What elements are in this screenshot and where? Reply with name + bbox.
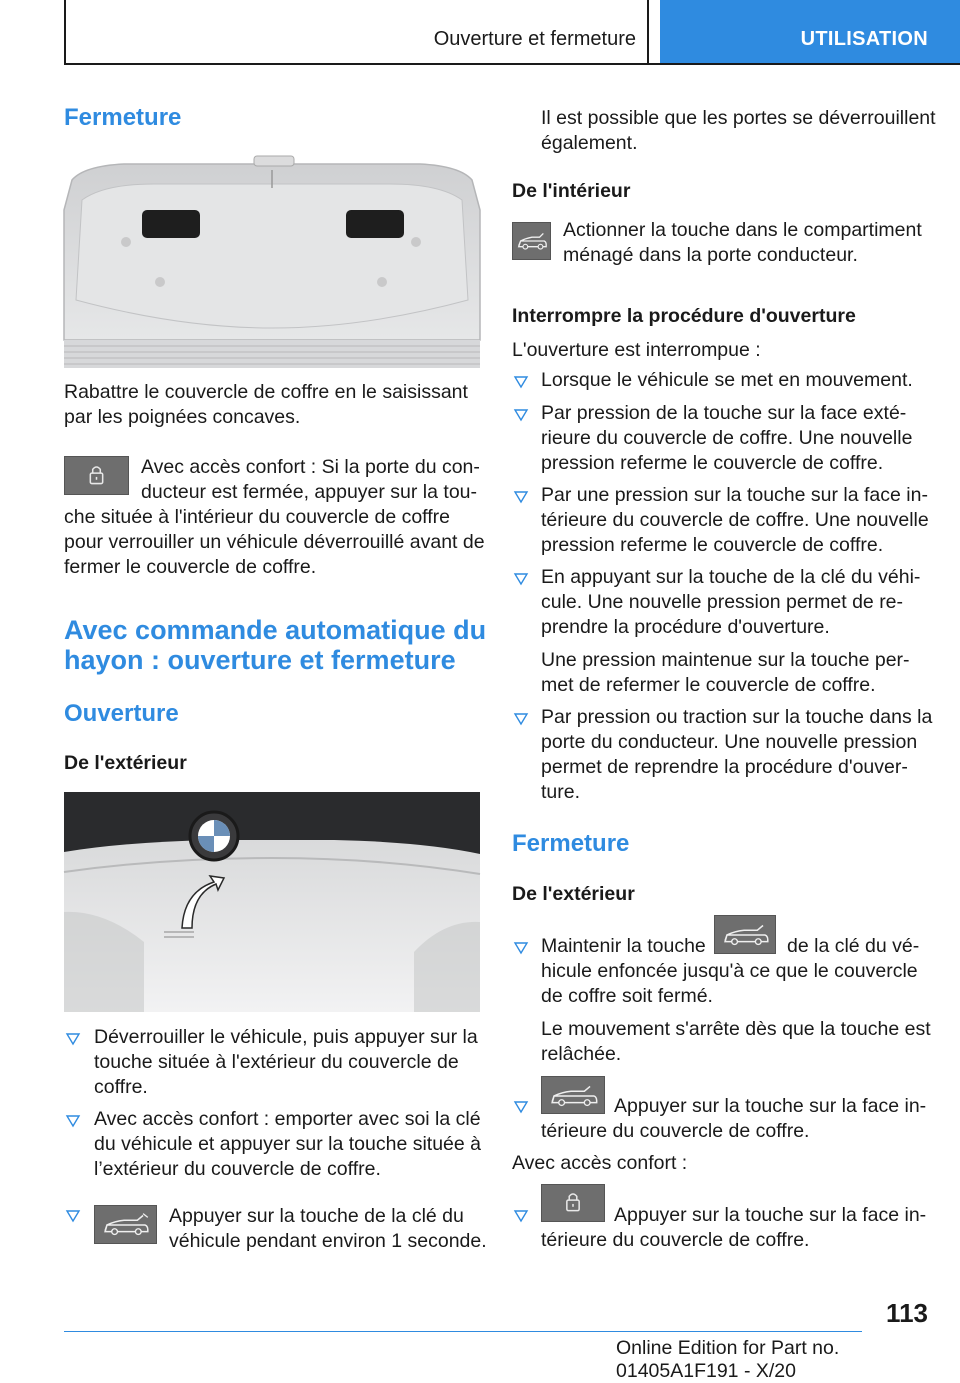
right-r5-l2: porte du conducteur. Une nouvelle pression <box>541 731 918 753</box>
left-bullet2-l1: Avec accès confort : emporter avec soi la clé <box>94 1108 481 1130</box>
right-f1-l2: hicule enfoncée jusqu'à ce que le couvercle <box>541 960 918 982</box>
bullet-triangle-icon <box>514 375 528 389</box>
bullet-triangle-icon <box>66 1032 80 1046</box>
bullet-triangle-icon <box>514 941 528 955</box>
footer-rule <box>64 1331 862 1332</box>
bullet-triangle-icon <box>514 712 528 726</box>
footer-edition: Online Edition for Part no. 01405A1F191 - X/20 <box>616 1337 840 1382</box>
bullet-triangle-icon <box>66 1114 80 1128</box>
bmw-emblem-button-photo <box>64 792 480 1012</box>
right-r4-l1: En appuyant sur la touche de la clé du véhi‐ <box>541 566 921 588</box>
right-r5-l4: ture. <box>541 781 581 803</box>
right-cont-l1: Il est possible que les portes se déverrouillent <box>541 107 936 129</box>
right-r1: Lorsque le véhicule se met en mouvement. <box>541 369 913 391</box>
right-r3-l2: térieure du couvercle de coffre. Une nouvelle <box>541 509 929 531</box>
heading-commande-auto-1: Avec commande automatique du <box>64 615 487 645</box>
right-int-l1: Actionner la touche dans le compartiment <box>563 219 922 241</box>
right-f1-sub-l2: relâchée. <box>541 1043 622 1065</box>
note-line-4: pour verrouiller un véhicule déverrouillé avant de <box>64 531 485 553</box>
bullet-triangle-icon <box>514 572 528 586</box>
right-f1-a: Maintenir la touche <box>541 935 706 957</box>
right-r5-l1: Par pression ou traction sur la touche dans la <box>541 706 933 728</box>
left-bullet1-l3: coffre. <box>94 1076 148 1098</box>
trunk-lid-interior-photo <box>64 150 480 368</box>
left-bullet1-l1: Déverrouiller le véhicule, puis appuyer sur la <box>94 1026 478 1048</box>
para-rabattre-2: par les poignées concaves. <box>64 406 301 428</box>
chapter-tab[interactable] <box>660 0 960 63</box>
left-bullet3-l1: Appuyer sur la touche de la clé du <box>169 1205 464 1227</box>
bullet-triangle-icon <box>514 1100 528 1114</box>
bullet-triangle-icon <box>514 490 528 504</box>
para-rabattre-1: Rabattre le couvercle de coffre en le saisissant <box>64 381 468 403</box>
heading-fermeture-right: Fermeture <box>512 830 630 857</box>
note-line-5: fermer le couvercle de coffre. <box>64 556 317 578</box>
tailgate-button-icon <box>541 1076 605 1114</box>
heading-commande-auto-2: hayon : ouverture et fermeture <box>64 645 456 675</box>
right-r3-l1: Par une pression sur la touche sur la face in‐ <box>541 484 928 506</box>
header-mid-rule <box>647 0 649 65</box>
right-r4-l3: prendre la procédure d'ouverture. <box>541 616 830 638</box>
right-f1-l3: de coffre soit fermé. <box>541 985 713 1007</box>
chapter-tab-label: UTILISATION <box>800 28 928 50</box>
tailgate-key-icon <box>94 1205 157 1244</box>
heading-fermeture: Fermeture <box>64 104 182 131</box>
heading-de-interieur: De l'intérieur <box>512 180 631 202</box>
right-int-l2: ménagé dans la porte conducteur. <box>563 244 858 266</box>
header-bottom-rule <box>64 63 960 65</box>
right-acces-confort: Avec accès confort : <box>512 1152 688 1174</box>
right-f3-a: Appuyer sur la touche sur la face in‐ <box>614 1204 927 1226</box>
heading-de-exterieur-left: De l'extérieur <box>64 752 187 774</box>
right-r4-sub-l2: met de refermer le couvercle de coffre. <box>541 674 876 696</box>
section-title: Ouverture et fermeture <box>433 28 636 50</box>
right-f2-l2: térieure du couvercle de coffre. <box>541 1120 810 1142</box>
right-r4-sub-l1: Une pression maintenue sur la touche per‐ <box>541 649 910 671</box>
note-line-1: Avec accès confort : Si la porte du con‐ <box>141 456 480 478</box>
note-line-3: che située à l'intérieur du couvercle de coffre <box>64 506 451 528</box>
left-bullet3-l2: véhicule pendant environ 1 seconde. <box>169 1230 487 1252</box>
lock-button-icon <box>541 1184 605 1222</box>
right-r2-l3: pression referme le couvercle de coffre. <box>541 452 884 474</box>
bullet-triangle-icon <box>514 408 528 422</box>
right-r3-l3: pression referme le couvercle de coffre. <box>541 534 884 556</box>
tailgate-key-icon <box>714 915 776 954</box>
heading-ouverture: Ouverture <box>64 700 179 727</box>
right-cont-l2: également. <box>541 132 638 154</box>
bullet-triangle-icon <box>514 1209 528 1223</box>
right-f1-b: de la clé du vé‐ <box>787 935 920 957</box>
lock-key-icon <box>64 456 129 495</box>
page-number: 113 <box>886 1298 928 1328</box>
heading-de-exterieur-right: De l'extérieur <box>512 883 635 905</box>
tailgate-button-icon <box>512 222 551 260</box>
left-bullet2-l2: du véhicule et appuyer sur la touche située à <box>94 1133 482 1155</box>
right-r5-l3: permet de reprendre la procédure d'ouver‐ <box>541 756 908 778</box>
left-bullet1-l2: touche située à l'extérieur du couvercle de <box>94 1051 459 1073</box>
bullet-triangle-icon <box>66 1209 80 1223</box>
right-r2-l1: Par pression de la touche sur la face exté‐ <box>541 402 907 424</box>
right-f2-a: Appuyer sur la touche sur la face in‐ <box>614 1095 927 1117</box>
right-f1-sub-l1: Le mouvement s'arrête dès que la touche est <box>541 1018 931 1040</box>
note-line-2: ducteur est fermée, appuyer sur la tou‐ <box>141 481 478 503</box>
right-f3-l2: térieure du couvercle de coffre. <box>541 1229 810 1251</box>
right-r4-l2: cule. Une nouvelle pression permet de re‐ <box>541 591 904 613</box>
right-r2-l2: rieure du couvercle de coffre. Une nouvelle <box>541 427 913 449</box>
left-bullet2-l3: l’extérieur du couvercle de coffre. <box>94 1158 381 1180</box>
heading-interrompre: Interrompre la procédure d'ouverture <box>512 305 856 327</box>
right-interrompue: L'ouverture est interrompue : <box>512 339 761 361</box>
